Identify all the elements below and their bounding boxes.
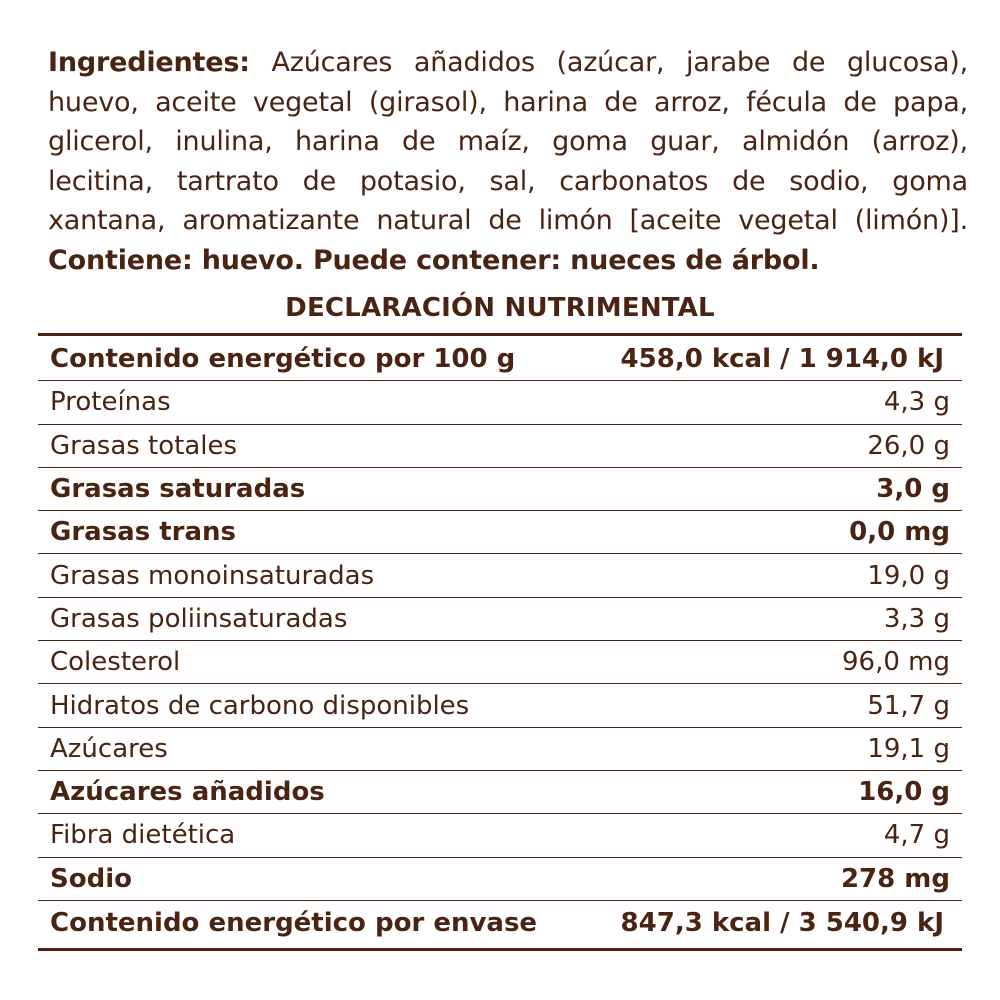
table-row-sodium — [38, 858, 962, 901]
allergen-statement: Contiene: huevo. Puede contener: nueces de árbol. — [48, 244, 820, 276]
table-row-proteins — [38, 381, 962, 424]
row-label: Grasas saturadas — [50, 474, 306, 505]
ingredients-label: Ingredientes: — [48, 47, 250, 78]
table-row-energy-package — [38, 901, 962, 944]
ingredients-text: Azúcares añadidos (azúcar, jarabe de glucosa), huevo, aceite vegetal (girasol), harina de arroz, fécula de papa, glicerol, inulina, harina de maíz, goma guar, almidón (arroz), lecitina, tartrato de potasio, sal, carbonatos de sodio, goma xantana, aromatizante natural de limón [aceite vegetal (limón)]. — [48, 47, 968, 236]
table-top-rule — [38, 333, 962, 336]
ingredients-paragraph — [48, 43, 968, 280]
row-label: Colesterol — [50, 647, 181, 678]
table-row-added-sugars — [38, 771, 962, 814]
row-value: 458,0 kcal / 1 914,0 kJ — [620, 344, 944, 375]
table-row-monounsaturated-fat — [38, 554, 962, 597]
row-label: Fibra dietética — [50, 820, 236, 851]
nutrition-table — [38, 338, 962, 944]
table-row-energy-100g — [38, 338, 962, 381]
row-label: Azúcares añadidos — [50, 777, 325, 808]
row-value: 96,0 mg — [842, 647, 950, 678]
row-value: 847,3 kcal / 3 540,9 kJ — [620, 907, 944, 938]
row-label: Grasas poliinsaturadas — [50, 603, 348, 634]
nutrition-title: DECLARACIÓN NUTRIMENTAL — [285, 293, 715, 323]
row-value: 19,1 g — [867, 733, 950, 764]
row-label: Sodio — [50, 863, 132, 894]
table-row-total-fat — [38, 425, 962, 468]
row-label: Contenido energético por envase — [50, 907, 538, 938]
row-label: Grasas totales — [50, 430, 238, 461]
row-label: Proteínas — [50, 387, 171, 418]
table-row-saturated-fat — [38, 468, 962, 511]
row-value: 3,3 g — [883, 603, 950, 634]
table-row-carbohydrates — [38, 684, 962, 727]
row-value: 19,0 g — [867, 560, 950, 591]
row-label: Contenido energético por 100 g — [50, 344, 516, 375]
table-row-trans-fat — [38, 511, 962, 554]
table-row-sugars — [38, 728, 962, 771]
row-value: 51,7 g — [867, 690, 950, 721]
row-value: 0,0 mg — [849, 517, 950, 548]
table-bottom-rule — [38, 948, 962, 951]
table-row-cholesterol — [38, 641, 962, 684]
row-label: Hidratos de carbono disponibles — [50, 690, 470, 721]
row-value: 26,0 g — [867, 430, 950, 461]
table-row-fiber — [38, 814, 962, 857]
row-label: Grasas monoinsaturadas — [50, 560, 375, 591]
row-value: 16,0 g — [858, 777, 950, 808]
row-value: 3,0 g — [876, 474, 950, 505]
table-row-polyunsaturated-fat — [38, 598, 962, 641]
row-label: Grasas trans — [50, 517, 237, 548]
row-value: 4,3 g — [883, 387, 950, 418]
row-value: 278 mg — [840, 863, 950, 894]
row-value: 4,7 g — [883, 820, 950, 851]
row-label: Azúcares — [50, 733, 168, 764]
